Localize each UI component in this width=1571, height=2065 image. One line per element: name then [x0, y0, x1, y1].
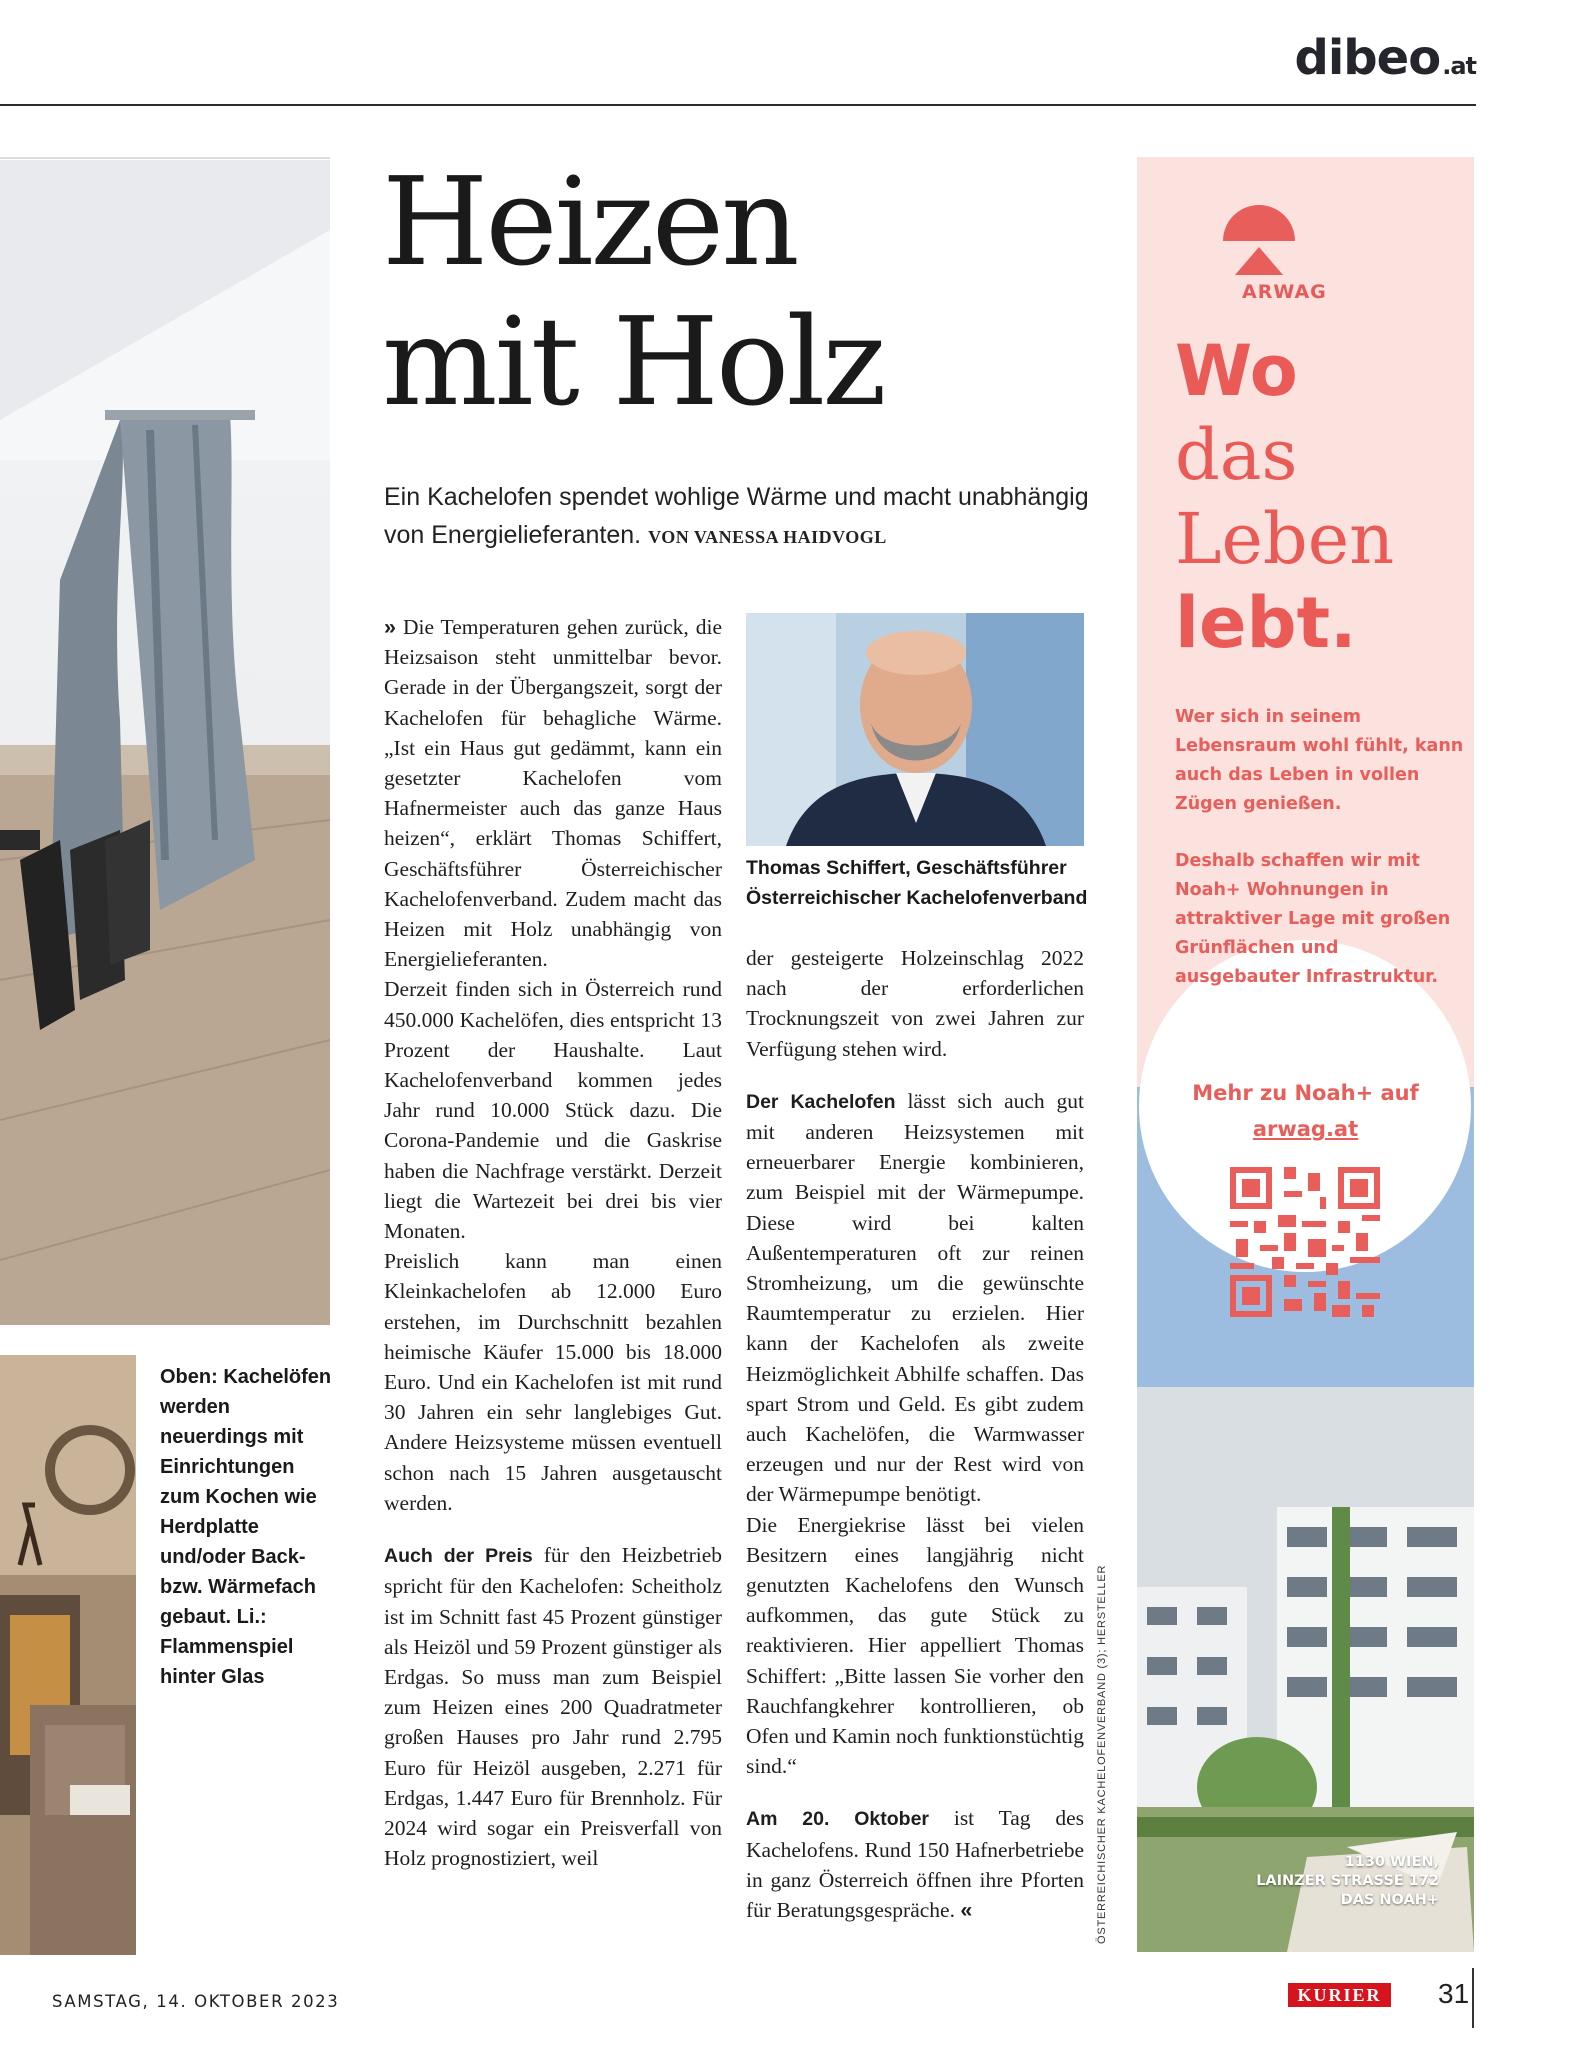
ad-headline-line: das: [1175, 414, 1298, 496]
qr-code-icon[interactable]: [1230, 1167, 1380, 1317]
ad-brand-name: ARWAG: [1242, 281, 1327, 303]
ad-address-line: LAINZER STRASSE 172: [1256, 1873, 1439, 1889]
paragraph: [384, 1540, 722, 1873]
paragraph: [746, 1803, 1084, 1925]
photo-credit: ÖSTERREICHISCHER KACHELOFENVERBAND (3); HERSTELLER: [1096, 1564, 1108, 1944]
kachelofen-photo: [0, 1355, 136, 1955]
paragraph-text: lässt sich auch gut mit anderen Heizsystemen mit erneuerbarer Energie kombinieren, zum Beispiel mit der Wärmepumpe. Diese wird bei kalten Außentemperaturen oft zur reinen Stromheizung, um die gewünschte Raumtemperatur zu erzielen. Hier kann der Kachelofen als zweite Heizmöglichkeit Abhilfe schaffen. Das spart Strom und Geld. Es gibt zudem auch Kachelöfen, die Warmwasser erzeugen und nur der Rest wird von der Wärmepumpe benötigt.: [746, 1088, 1085, 1507]
paragraph-gap: [384, 1518, 722, 1540]
ad-more-info: [1137, 1075, 1474, 1147]
portrait-photo: [746, 613, 1084, 846]
footer-rule: [1472, 1968, 1474, 2028]
header-rule: [0, 104, 1476, 106]
ad-website-link[interactable]: arwag.at: [1252, 1117, 1359, 1141]
headline-line-2: mit Holz: [382, 291, 884, 433]
article-headline: [382, 152, 1102, 432]
ad-headline: [1175, 329, 1465, 665]
dining-room-illustration: [0, 160, 330, 1325]
kachelofen-illustration: [0, 1355, 136, 1955]
run-in-heading: Auch der Preis: [384, 1545, 533, 1568]
article-column-2: [746, 943, 1084, 1925]
paragraph-gap: [746, 1781, 1084, 1803]
arwag-logo-icon: [1217, 195, 1301, 279]
page-number: 31: [1438, 1978, 1470, 2009]
paragraph: Preislich kann man einen Kleinkachelofen ab 12.000 Euro erstehen, im Durchschnitt bezahlen heimische Käufer 15.000 bis 18.000 Euro. Und ein Kachelofen ist mit rund 30 Jahren ein sehr langlebiges Gut. Andere Heizsysteme müssen eventuell schon nach 15 Jahren ausgetauscht werden.: [384, 1249, 722, 1515]
logo-text: dibe: [1294, 30, 1409, 86]
paragraph: [746, 1086, 1084, 1510]
headline-line-1: Heizen: [382, 151, 797, 293]
arwag-advertisement[interactable]: [1137, 157, 1474, 1952]
article-column-1: [384, 612, 722, 1873]
paragraph: Derzeit finden sich in Österreich rund 450.000 Kachelöfen, dies entspricht 13 Prozent der Haushalte. Laut Kachelofenverband kommen jedes Jahr rund 10.000 Stück dazu. Die Corona-Pandemie und die Gaskrise haben die Nachfrage verstärkt. Derzeit liegt die Wartezeit bei drei bis vier Monaten.: [384, 977, 722, 1244]
ad-address: [1137, 1853, 1439, 1910]
lead-text: Ein Kachelofen spendet wohlige Wärme und macht unabhängig von Energielieferanten.: [384, 483, 1089, 549]
paragraph: der gesteigerte Holzeinschlag 2022 nach der erforderlichen Trocknungszeit von zwei Jahren zur Verfügung stehen wird.: [746, 946, 1084, 1061]
paragraph-text: für den Heizbetrieb spricht für den Kachelofen: Scheitholz ist im Schnitt fast 45 Prozent günstiger als Heizöl und 59 Prozent günstiger als Erdgas. So muss man zum Beispiel zum Heizen eines 200 Quadratmeter großen Hauses pro Jahr rund 2.795 Euro für Heizöl ausgeben, 2.271 für Erdgas, 1.447 Euro für Brennholz. Für 2024 wird sogar ein Preisverfall von Holz prognostiziert, weil: [384, 1543, 723, 1871]
paragraph-gap: [746, 1064, 1084, 1086]
run-in-heading: Der Kachelofen: [746, 1090, 896, 1113]
dining-room-photo: [0, 160, 330, 1325]
paragraph-text: Die Temperaturen gehen zurück, die Heizsaison steht unmittelbar bevor. Gerade in der Übergangszeit, sorgt der Kachelofen für behagliche Wärme. „Ist ein Haus gut gedämmt, kann ein gesetzter Kachelofen vom Hafnermeister auch das ganze Haus heizen“, erklärt Thomas Schiffert, Geschäftsführer Österreichischer Kachelofenverband. Zudem macht das Heizen mit Holz unabhängig von Energielieferanten.: [384, 615, 722, 972]
article-lead: [384, 478, 1104, 556]
paragraph: [384, 612, 722, 974]
ad-address-line: 1130 WIEN,: [1344, 1854, 1439, 1870]
byline: VON VANESSA HAIDVOGL: [648, 527, 887, 547]
paragraph: Die Energiekrise lässt bei vielen Besitzern eines langjährig nicht genutzten Kachelofens den Wunsch aufkommen, das gute Stück zu reaktivieren. Hier appelliert Thomas Schiffert: „Bitte lassen Sie vorher den Rauchfangkehrer kontrollieren, ob Ofen und Kamin noch funktionstüchtig sind.“: [746, 1512, 1084, 1779]
kurier-logo: KURIER: [1288, 1983, 1391, 2007]
run-in-heading: Am 20. Oktober: [746, 1808, 930, 1831]
photo-caption: Oben: Kachelöfen werden neuerdings mit Einrichtungen zum Kochen wie Herdplatte und/oder Back- bzw. Wärmefach gebaut. Li.: Flammenspiel hinter Glas: [160, 1366, 332, 1688]
ad-more-label: Mehr zu Noah+ auf: [1192, 1081, 1419, 1105]
ad-headline-line: Leben: [1175, 498, 1395, 580]
paragraph-text: ist Tag des Kachelofens. Rund 150 Hafnerbetriebe in ganz Österreich öffnen ihre Pforten für Beratungsgespräche.: [746, 1806, 1084, 1923]
issue-date: SAMSTAG, 14. OKTOBER 2023: [52, 1992, 340, 2011]
dibeo-logo[interactable]: [1294, 30, 1476, 86]
photo-frame-line: [0, 157, 330, 159]
ad-body-text-2: Deshalb schaffen wir mit Noah+ Wohnungen in attraktiver Lage mit großen Grünflächen und ausgebauter Infrastruktur.: [1175, 851, 1451, 987]
ad-headline-line: lebt.: [1175, 582, 1357, 664]
start-marker: »: [384, 615, 396, 639]
logo-tld: .at: [1442, 52, 1476, 80]
end-marker: «: [960, 1898, 973, 1923]
ad-headline-line: Wo: [1175, 330, 1298, 412]
ad-address-line: DAS NOAH+: [1340, 1892, 1439, 1908]
portrait-illustration: [746, 613, 1084, 846]
portrait-caption: Thomas Schiffert, Geschäftsführer Österreichischer Kachelofenverband: [746, 857, 1088, 909]
logo-pin-letter: o: [1408, 30, 1441, 86]
ad-body-text-1: Wer sich in seinem Lebensraum wohl fühlt, kann auch das Leben in vollen Zügen genießen.: [1175, 707, 1464, 814]
